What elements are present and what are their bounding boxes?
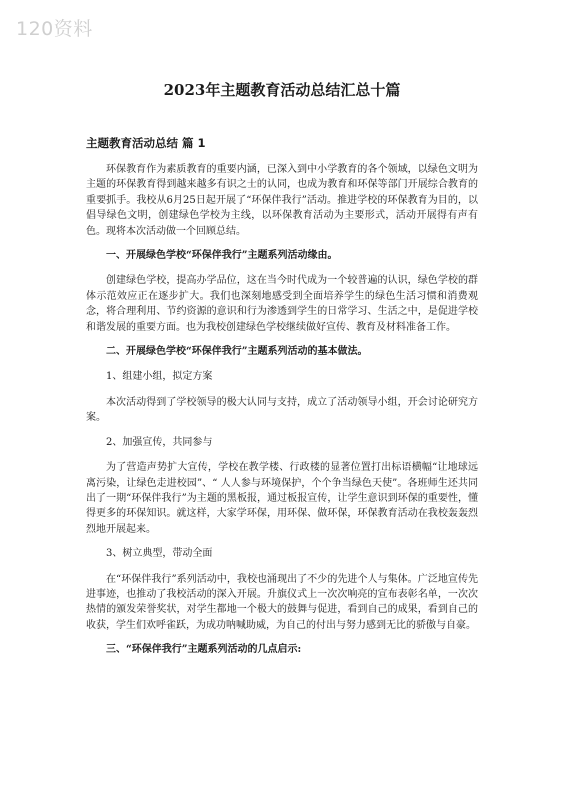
section-title: 主题教育活动总结 篇 1 [86, 136, 206, 150]
heading-practice: 二、开展绿色学校“环保伴我行”主题系列活动的基本做法。 [106, 346, 368, 358]
document-title: 2023年主题教育活动总结汇总十篇 [163, 81, 401, 99]
subheading-team: 1、组建小组，拟定方案 [106, 371, 213, 383]
heading-reason: 一、开展绿色学校“环保伴我行”主题系列活动缘由。 [106, 250, 338, 262]
document-body [86, 162, 478, 668]
watermark: 120资料 [16, 18, 93, 40]
subheading-models: 3、树立典型，带动全面 [106, 548, 213, 560]
paragraph-models: 在“环保伴我行”系列活动中，我校也涌现出了不少的先进个人与集体。广泛地宣传先进事迹，也推动了我校活动的深入开展。升旗仪式上一次次响亮的宣布表彰名单，一次次热情的颁发荣誉奖状，对学生都地一个极大的鼓舞与促进，看到自己的成果，看到自己的收获，学生们欢呼雀跃，为成功呐喊助威，为自己的付出与努力感到无比的骄傲与自豪。 [86, 573, 478, 631]
paragraph-team: 本次活动得到了学校领导的极大认同与支持，成立了活动领导小组，开会讨论研究方案。 [86, 396, 478, 424]
heading-insights: 三、“环保伴我行”主题系列活动的几点启示: [106, 644, 302, 656]
paragraph-publicity: 为了营造声势扩大宣传，学校在教学楼、行政楼的显著位置打出标语横幅“让地球远离污染，让绿色走进校园”、“ 人人参与环境保护，个个争当绿色天使”。各班师生还共同出了一期“环保伴我行”为主题的黑板报，通过板报宣传，让学生意识到环保的重要性，懂得更多的环保知识。就这样，大家学环保，用环保、做环保，环保教育活动在我校轰轰烈烈地开展起来。 [86, 462, 478, 535]
subheading-publicity: 2、加强宣传，共同参与 [106, 436, 213, 448]
paragraph-reason: 创建绿色学校，提高办学品位，这在当今时代成为一个较普遍的认识，绿色学校的群体示范效应正在逐步扩大。我们也深刻地感受到全面培养学生的绿色生活习惯和消费观念，将合理利用、节约资源的意识和行为渗透到学生的日常学习、生活之中，是促进学校和谐发展的重要方面。也为我校创建绿色学校继续做好宣传、教育及材料准备工作。 [86, 275, 478, 333]
paragraph-intro: 环保教育作为素质教育的重要内涵，已深入到中小学教育的各个领域，以绿色文明为主题的环保教育得到越来越多有识之士的认同，也成为教育和环保等部门开展综合教育的重要抓手。我校从6月25日起开展了“环保伴我行”活动。推进学校的环保教育为目的，以倡导绿色文明，创建绿色学校为主线，以环保教育活动为主要形式，活动开展得有声有色。现将本次活动做一个回顾总结。 [86, 164, 478, 237]
